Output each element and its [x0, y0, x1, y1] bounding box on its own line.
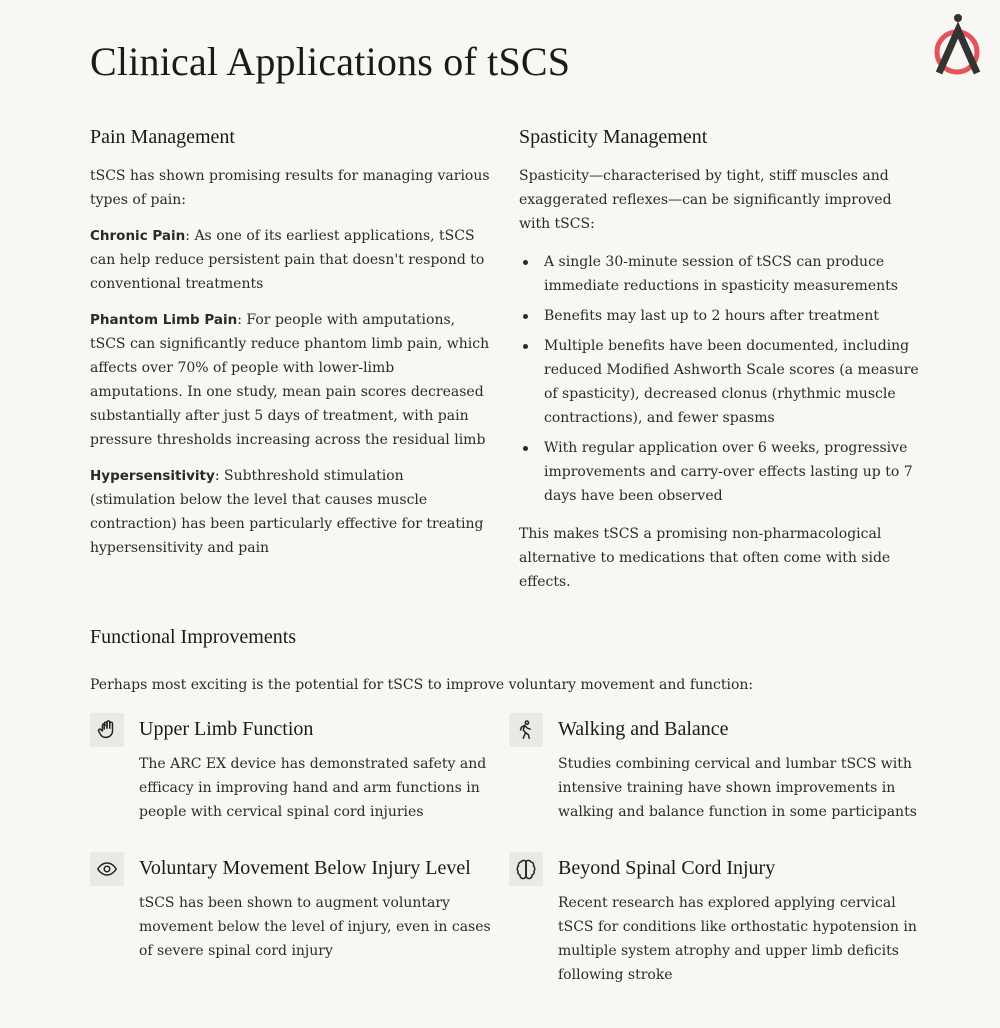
card-title: Upper Limb Function: [139, 718, 314, 740]
card-title: Voluntary Movement Below Injury Level: [139, 857, 471, 879]
pain-item-chronic: [90, 224, 490, 296]
eye-icon: [90, 852, 124, 886]
pain-intro: tSCS has shown promising results for managing various types of pain:: [90, 168, 490, 208]
term-label: Chronic Pain: [90, 228, 186, 244]
pain-item-hypersensitivity: [90, 464, 490, 560]
term-text: : For people with amputations, tSCS can significantly reduce phantom limb pain, which affects over 70% of people with lower-limb amputations. In one study, mean pain scores decreased substantially after just 5 days of treatment, with pain pressure thresholds increasing across the residual limb: [90, 312, 490, 448]
term-label: Hypersensitivity: [90, 468, 215, 484]
walking-person-icon: [509, 713, 543, 747]
list-item: A single 30-minute session of tSCS can produce immediate reductions in spasticity measurements: [519, 250, 919, 298]
spasticity-outro: This makes tSCS a promising non-pharmacological alternative to medications that often come with side effects.: [519, 526, 891, 590]
list-item: With regular application over 6 weeks, progressive improvements and carry-over effects lasting up to 7 days have been observed: [519, 436, 919, 508]
term-text: : Subthreshold stimulation (stimulation below the level that causes muscle contraction) has been particularly effective for treating hypersensitivity and pain: [90, 468, 484, 556]
spasticity-heading: Spasticity Management: [519, 126, 708, 148]
card-title: Beyond Spinal Cord Injury: [558, 857, 776, 879]
list-item: Multiple benefits have been documented, including reduced Modified Ashworth Scale scores (a measure of spasticity), decreased clonus (rhythmic muscle contractions), and fewer spasms: [519, 334, 919, 430]
term-label: Phantom Limb Pain: [90, 312, 238, 328]
spasticity-intro: Spasticity—characterised by tight, stiff muscles and exaggerated reflexes—can be significantly improved with tSCS:: [519, 168, 892, 232]
spasticity-bullet-list: [519, 250, 919, 508]
brain-icon: [509, 852, 543, 886]
pain-management-section: [90, 124, 490, 572]
functional-heading: Functional Improvements: [90, 626, 297, 648]
card-text: Recent research has explored applying cervical tSCS for conditions like orthostatic hypotension in multiple system atrophy and upper limb deficits following stroke: [558, 895, 917, 983]
list-item: Benefits may last up to 2 hours after treatment: [519, 304, 919, 328]
pain-item-phantom: [90, 308, 490, 452]
card-title: Walking and Balance: [558, 718, 729, 740]
card-text: Studies combining cervical and lumbar tSCS with intensive training have shown improvements in walking and balance function in some participants: [558, 756, 917, 820]
brand-logo: [932, 12, 984, 76]
functional-intro: Perhaps most exciting is the potential for tSCS to improve voluntary movement and function:: [90, 677, 754, 693]
term-text: : As one of its earliest applications, tSCS can help reduce persistent pain that doesn't respond to conventional treatments: [90, 228, 485, 292]
card-text: tSCS has been shown to augment voluntary movement below the level of injury, even in cases of severe spinal cord injury: [139, 895, 491, 959]
card-text: The ARC EX device has demonstrated safety and efficacy in improving hand and arm functions in people with cervical spinal cord injuries: [139, 756, 487, 820]
hand-icon: [90, 713, 124, 747]
pain-heading: Pain Management: [90, 126, 235, 148]
spasticity-management-section: [519, 124, 919, 606]
page-title: Clinical Applications of tSCS: [90, 39, 571, 84]
